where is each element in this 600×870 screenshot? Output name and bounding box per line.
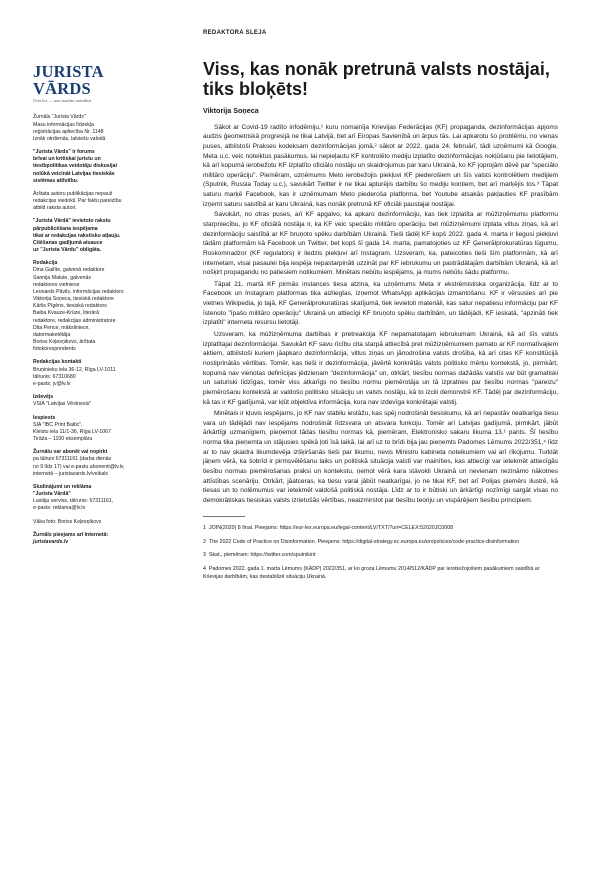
text-line: no 9 līdz 17) vai e-pastu abonenti@lv.lv, (33, 463, 125, 470)
text-line: uz "Jurista Vārdu" obligāta. (33, 247, 102, 254)
text-line: Kārlis Pīgēns, tiesiskā redaktors (33, 303, 107, 310)
disclaimer (33, 191, 141, 213)
publisher-list (33, 401, 141, 408)
text-line: atbild raksta autori. (33, 205, 77, 212)
text-line: pārpublicēšana iespējama (33, 225, 98, 232)
text-line: pa tālruni 67311161 (darba dienās (33, 456, 112, 463)
printer-heading: Iespiests (33, 414, 56, 421)
text-line: redaktore, redakcijas administratore (33, 317, 116, 324)
text-line: brīvai un kritiskai juristu un (33, 156, 101, 163)
text-line: tiesībpolitikas veidotāju diskusijai (33, 163, 117, 170)
text-line: Sannija Matule, galvenās (33, 274, 91, 281)
ads-heading: Sludinājumi un reklāma (33, 483, 92, 490)
text-line: Tirāža – 1100 eksemplāru (33, 436, 93, 443)
footnote-divider (203, 516, 245, 517)
footnotes (203, 525, 558, 583)
cover-photo-credit: Vāka foto: Boriss Koļesņikovs (33, 518, 102, 525)
publisher-block (33, 394, 141, 408)
paragraph: Uzsveram, ka mūžizņēmuma darbības ir pretreakcija KF nepamatotajam iebrukumam Ukrainā, kā arī šīs valsts izplatītajai dezinformācijai. Savukārt KF savu rīcību cita starpā attiecībā pret mūžizņēmumiem pamato ar KF normatīvajiem aktiem, atbilstoši kuriem jāapkaro dezinformācija, viltus ziņas un jānodrošina valsts drošība, kā arī citas KF konstitūcijā nostiprinātās vērtības. Tomēr, kas tieši ir dezinformācija, jāvērtē konkrētās valsts politisko mērķu kontekstā, jo, pirmkārt, kopumā nav vienotas definīcijas jēdzienam "dezinformācija" un, otrkārt, tiesību normas dažādās valstīs var būt gramatiski un saturiski līdzīgas, tomēr viss atkarīgs no tiesību normu piemērotāja un tā izpratnes par tiesību normas "pareizu" piemērošanu kontekstā ar valdošo politisko situāciju un valsts nostāju, kā to izcili demonstrē KF. Tādēļ par dezinformāciju, kā tas ir KF gadījumā, var kļūt objektīva informācija, kura nav izdevīga konkrētajai valstij. (203, 331, 558, 406)
paragraph: Sākot ar Covid-19 radīto infodēmiju,¹ kuru nomainīja Krievijas Federācijas (KF) propaganda, dezinformācijas apjoms audzis ģeometriskā progresijā ne tikai Latvijā, bet arī Eiropas Savienībā un ārpus tās. Lai apkarotu šo problēmu, no vienas puses, atbilstoši Prakses kodeksam dezinformācijas jomā,² sākot ar 2022. gada 24. februārī, tādi uzņēmumi kā Google, Meta u.c. veic noteiktus pasākumus, lai nepieļautu KF kontrolēto mediju izplatīto dezinformācijas nokļūšanu pie lietotājiem, kā arī kopumā ierobežotu KF izplatīto oficiālo nostāju un skaidrojumus par karu Ukrainā, ko KF joprojām dēvē par "speciālo militāro operāciju". Piemēram, uzņēmums Meto ierobežojis piekļuvi KF piederošiem un šīs valsts kontrolētiem medijiem (Sputnik, Russia Today u.c.), savukārt Twitter ir ne tikai apturējis darbību šo mediju kontiem, bet arī marķējis tos.³ Tāpat saturu marķē Facebook, kas ir uzņēmumam Meto piederoša platforma, bet Youtube atsakās pakļauties KF prasībām izņemt saturu saistībā ar karu Ukrainā, kas nonāk pretrunā KF oficiāli paustajai nostājai. (203, 123, 558, 208)
contacts-heading: Redakcijas kontakti (33, 359, 82, 366)
article-body (203, 123, 558, 506)
masthead-info (33, 114, 141, 143)
footnote-text: JOIN(2020) 8 final. Pieejams: https://eur-lex.europa.eu/legal-content/LV/TXT/?uri=CELEX:52020JC0008 (208, 524, 454, 531)
contacts-list (33, 367, 141, 389)
editorial-staff-list (33, 267, 141, 353)
text-line: "Jurista Vārdā" ievietoto rakstu (33, 218, 111, 225)
text-line: fotokorespondents (33, 346, 76, 353)
editorial-heading: Redakcija (33, 260, 58, 267)
logo-wordmark: JURISTA VĀRDS (33, 62, 103, 98)
text-line: Kleistu iela 11/1-36, Rīga LV-1067 (33, 428, 111, 435)
title-line-1: Viss, kas nonāk pretrunā valsts nostājai, (203, 59, 550, 79)
subscribe-heading: Žurnālu var abonēt vai nopirkt (33, 449, 108, 456)
text-line: Dita Pence, māksliniece, (33, 324, 90, 331)
section-label: REDAKTORA SLEJA (203, 30, 267, 36)
text-line: tikai ar redakcijas rakstisku atļauju. (33, 232, 121, 239)
editorial-board (33, 260, 141, 353)
text-line: "Jurista Vārds" ir forums (33, 149, 95, 156)
logo-tagline: Una lex — una iustitia omnibus (33, 98, 92, 103)
text-line: reģistrācijas apliecība Nr. 1148 (33, 128, 104, 135)
text-line: Citēšanas gadījumā atsauce (33, 239, 103, 246)
paragraph: Savukārt, no otras puses, arī KF apgalvo, ka apkaro dezinformāciju, kas tiek izplatīta ar mūžizņēmumu platformu starpniecību, jo KF oficiālā nostāja ir, ka KF veic speciālo militāro operāciju, bet mūžizņēmumi izplata viltus ziņas, kā arī dezinformāciju saistībā ar KF bruņoto spēku darbībām Ukrainā. Tieši tādēļ KF kopš 2022. gada 4. marta ir liegusi piekļuvi tādām platformām kā Facebook un Twitter, bet kopš šī gada 14. marta, pamatojoties uz KF Ģenerālprokuratūras lūgumu, Roskomnadzor (KF regulators) ir liedzis piekļuvi arī Instagram. Uzsveram, ka, pateicoties tieši šīm platformām, kā arī internetam, visai pasaulei bija iespēja nepastarpināti uzzināt par KF iebrukumu un pastrādātajām darbībām Ukrainā, kā arī nošķirt propagandu no patiesiem notikumiem. Minētais nebūtu iespējams, ja mums nebūtu šādu platformu. (203, 211, 558, 277)
ads-name: "Jurista Vārdā" (33, 491, 71, 498)
ads-list (33, 498, 141, 512)
copyright-notice (33, 218, 141, 254)
text-line: SIA "IBC Print Baltic", (33, 421, 83, 428)
magazine-logo (33, 64, 141, 104)
footnote-text: Padomes 2022. gada 1. marta Lēmums (KĀDP) 2022/351, ar ko groza Lēmumu 2014/512/KĀDP par ierobežojošiem pasākumiem saistībā ar Krievijas darbībām, kas destabilizē situāciju Ukrainā. (203, 566, 540, 581)
online-block (33, 532, 141, 546)
footnote-number: 4 (203, 566, 206, 573)
text-line: Masu informācijas līdzekļa (33, 121, 94, 128)
text-line: tālrunis: 67310680 (33, 373, 76, 380)
ads-block (33, 484, 141, 513)
footnote (203, 525, 558, 533)
article (203, 60, 558, 588)
text-line: Boriss Koļesņikovs, ārštata (33, 339, 96, 346)
text-line: Dina Gailīte, galvenā redaktore (33, 267, 105, 274)
article-title (203, 60, 558, 100)
footnote-number: 3 (203, 552, 206, 559)
text-line: sistēmas attīstību. (33, 177, 79, 184)
text-line: Iznāk otrdienās, latviešu valodā (33, 135, 106, 142)
publisher-heading: Izdevējs (33, 394, 54, 401)
footnote (203, 539, 558, 547)
text-line: e-pasts: reklama@lv.lv (33, 505, 86, 512)
footnote-number: 2 (203, 538, 206, 545)
text-line: internetā – juristavards.lv/veikals (33, 470, 108, 477)
text-line: e-pasts: jv@lv.lv (33, 381, 71, 387)
text-line: VSIA "Latvijas Vēstnesis" (33, 401, 92, 408)
online-url: juristavards.lv (33, 538, 69, 545)
printer-block (33, 415, 141, 444)
text-line: Žurnāls "Jurista Vārds" (33, 114, 86, 121)
text-line: Laslāju serviss, tālrunis: 67311161, (33, 498, 114, 505)
article-author: Viktorija Soņeca (203, 105, 259, 115)
text-line: Viktorija Soņeca, tiesiskā redaktore (33, 296, 114, 303)
footnote-text: Skat., piemēram: https://twitter.com/sputnikint (208, 552, 316, 559)
text-line: nolūkā veicināt Latvijas tiesiskās (33, 170, 115, 177)
paragraph: Minētais ir kļuvis iespējams, jo KF nav stabilu iestāžu, kas spēj nodrošināt tiesiskumu, kā arī nepastāv neatkarīga tiesu vara un tādējādi nav iespējams nodrošināt līdzsvara un atsvara funkciju. Tomēr arī Latvijas gadījumā, pirmkārt, jābūt ārkārtīgi uzmanīgiem, pieņemot tādas tiesību normas kā, piemēram, Elektronisko sakaru likuma 13.¹ pants. Šī tiesību norma tika pieņemta un stājusies spēkā ļoti īsā laikā, lai arī uz to brīdi bija jau pieņemts Padomes Lēmums 2022/351,⁴ līdz ar to nav skaidra likumdevēja izšķiršanās tieši par likumu, nevis Ministru kabineta noteikumiem vai arī rīkojumu. Turklāt jāņem vērā, ka šobrīd ir pirmsvēlēšanu laiks un politiskā situācija valstī var mainīties, kas attiecīgi var ietekmēt attiecīgās tiesību normas piemērošanas praksi un kontekstu, ņemot vērā kara stāvokli Ukrainā un nevienam nezināmo nākotnes attīstības scenāriju. Otrkārt, jāatceras, ka tiesu varai jābūt neatkarīgai, jo ne tikai KF, bet arī Polijas piemērs ilustrē, kā tiesas un to nolēmumus var ietekmēt valdošā politiskā nostāja. Līdz ar to ir būtiski un ārkārtīgi nozīmīgi sargāt visas no demokrātiskas tiesiskas valsts izrietošās vērtības, neaizmirstot par tiesību teoriju un vispārējiem tiesību principiem. (203, 410, 558, 504)
footnote-text: The 2022 Code of Practice on Disinformation. Pieejams: https://digital-strategy.ec.europa.eu/en/policies/code-practice-disinformation (208, 538, 520, 545)
text-line: datormaketētāja (33, 331, 71, 338)
footnote (203, 552, 558, 560)
subscribe-block (33, 449, 141, 478)
text-line: Baiba Kvauze-Krūze, literārā (33, 310, 100, 317)
text-line: Leonards Pāvils, informācijas redaktors (33, 288, 124, 295)
text-line: redakcijas viedokli. Par faktu pareizību (33, 198, 122, 205)
masthead-sidebar (33, 64, 141, 552)
title-line-2: tiks bloķēts! (203, 78, 309, 99)
paragraph: Tāpat 21. martā KF pirmās instances tiesa atzina, ka uzņēmums Meta ir ekstrēmistiska organizācija, līdz ar to Facebook un Instagram platformas tika aizliegtas, izņemot WhatsApp aplikācijas izmantošanu. KF ir vērsusies arī pie vietnes Wikipedia, jo tajā, KF Ģenerālprokuratūras skatījumā, tiek ievietoti materiāli, kas satur nepatiesu informāciju par KF īstenoto "īpašo militāro operāciju" Ukrainā un attiecīgi KF bruņoto spēku darbībām, un tādējādi, KF ieskatā, "apzināti tiek izplatīti" interneta resursu lietotāji. (203, 280, 558, 327)
footnote-number: 1 (203, 524, 206, 531)
footnote (203, 566, 558, 582)
subscribe-list (33, 456, 141, 478)
mission-statement (33, 149, 141, 185)
text-line: Ārštata autoru publikācijas nepauž (33, 190, 113, 197)
online-heading: Žurnāls pieejams arī internetā: (33, 531, 109, 538)
printer-list (33, 422, 141, 444)
contacts-block (33, 359, 141, 388)
text-line: Bruņinieku iela 36-12, Rīga LV-1011 (33, 366, 116, 373)
text-line: redaktores vietniece (33, 281, 80, 288)
